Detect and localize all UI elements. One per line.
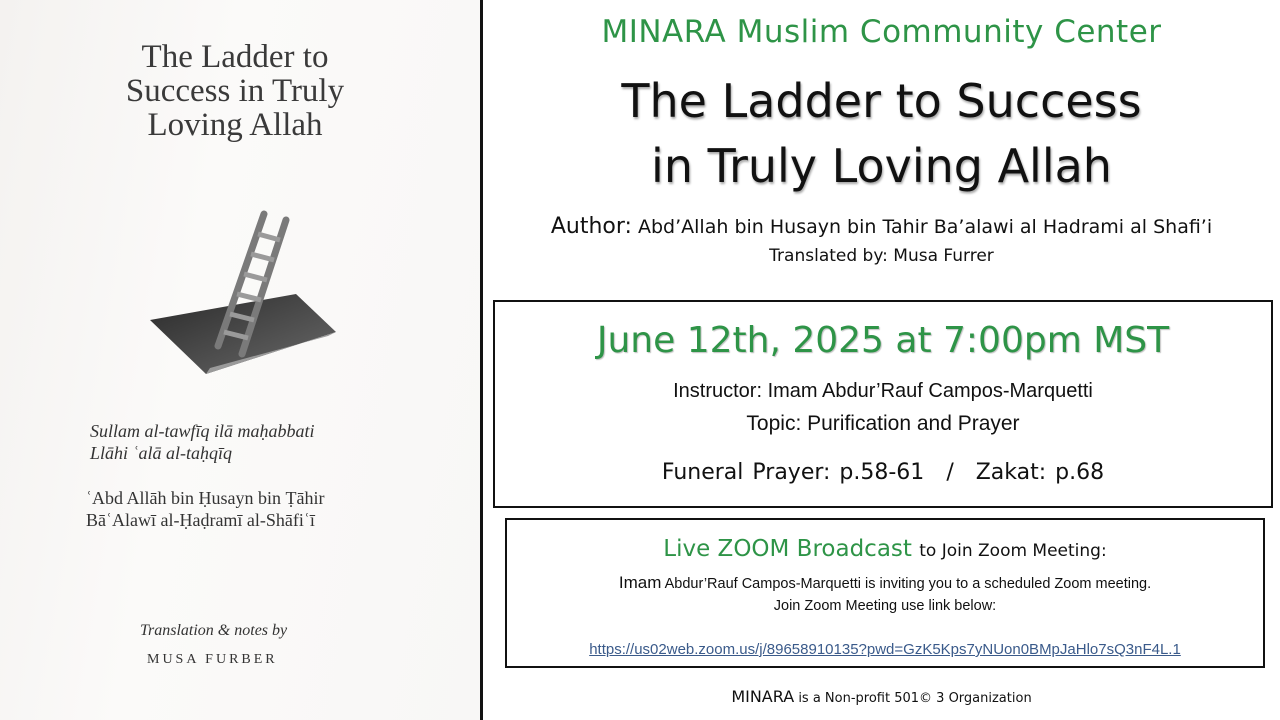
topic: Topic: Purification and Prayer (746, 412, 1020, 435)
funeral-prayer-pages: Funeral Prayer: p.58-61 (661, 460, 925, 485)
event-title-line2: in Truly Loving Allah (651, 139, 1112, 193)
footer-text: is a Non-profit 501© 3 Organization (798, 691, 1032, 706)
cover-translator: MUSA FURBER (147, 652, 278, 667)
event-details-box (493, 300, 1273, 508)
cover-author: ʿAbd Allāh bin Ḥusayn bin Ṭāhir BāʿAlawī al-Ḥaḍramī al-Shāfiʿī (86, 488, 325, 530)
invite-imam: Imam (618, 573, 662, 592)
event-flyer (483, 0, 1280, 720)
translator-line: Translated by: Musa Furrer (769, 246, 994, 266)
zakat-pages: Zakat: p.68 (975, 460, 1105, 485)
footer-nonprofit (483, 687, 1280, 706)
zoom-join-label: to Join Zoom Meeting: (919, 541, 1107, 561)
cover-arabic-title: Sullam al-tawfīq ilā maḥabbati Llāhi ʿalā al-taḥqīq (90, 421, 315, 463)
page-references (495, 460, 1271, 485)
event-date: June 12th, 2025 at 7:00pm MST (596, 320, 1170, 361)
author-line (483, 214, 1280, 239)
author-name: Abd’Allah bin Husayn bin Tahir Ba’alawi al Hadrami al Shafi’i (638, 216, 1213, 238)
cover-translation-label: Translation & notes by (140, 622, 288, 639)
instructor: Instructor: Imam Abdur’Rauf Campos-Marquetti (673, 380, 1093, 402)
invite-text: Abdur’Rauf Campos-Marquetti is inviting you to a scheduled Zoom meeting. (664, 576, 1152, 592)
zoom-box (505, 518, 1265, 668)
zoom-meeting-link[interactable]: https://us02web.zoom.us/j/89658910135?pwd=GzK5Kps7yNUon0BMpJaHlo7sQ3nF4L.1 (589, 641, 1181, 658)
ladder-illustration (148, 208, 338, 378)
zoom-broadcast-label: Live ZOOM Broadcast (663, 536, 912, 562)
event-title-line1: The Ladder to Success (621, 74, 1142, 128)
author-label: Author: (550, 214, 632, 239)
join-instructions: Join Zoom Meeting use link below: (773, 598, 997, 614)
footer-org: MINARA (731, 687, 795, 706)
org-heading: MINARA Muslim Community Center (601, 14, 1162, 50)
cover-title: The Ladder to Success in Truly Loving Allah (125, 39, 345, 143)
zoom-heading (507, 536, 1263, 562)
zoom-invite (507, 573, 1263, 593)
separator: / (946, 460, 954, 485)
book-cover (0, 0, 483, 720)
